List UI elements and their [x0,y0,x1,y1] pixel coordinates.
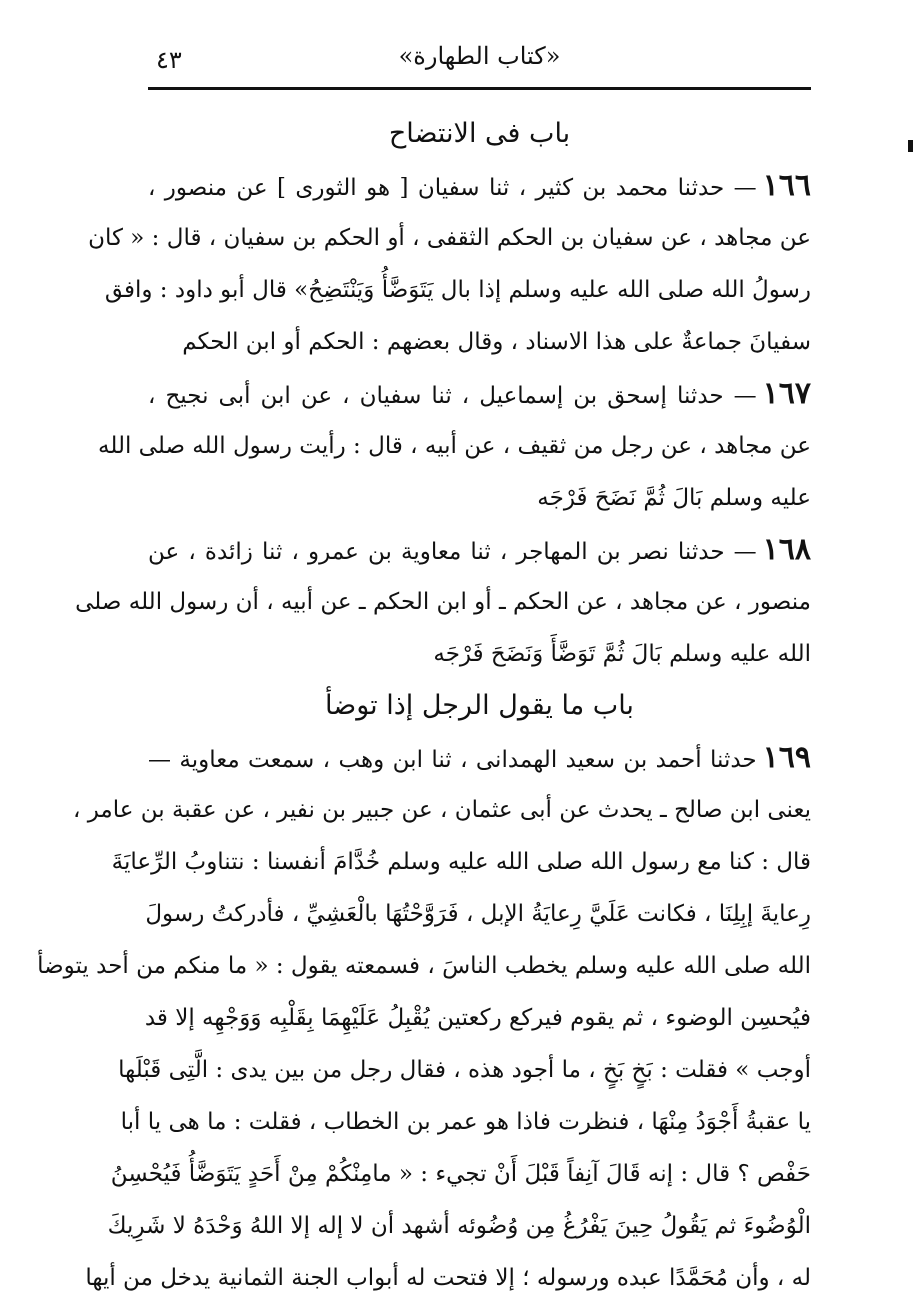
line-text: الله عليه وسلم بَالَ ثُمَّ تَوَضَّأَ وَنَضَحَ فَرْجَه [433,641,811,667]
line-text: يا عقبةُ أَجْوَدُ مِنْهَا ، فنظرت فاذا هو عمر بن الخطاب ، فقلت : ما هى يا أبا [120,1109,811,1135]
line-text: رِعايةَ إبِلِنَا ، فكانت عَلَيَّ رِعايَةُ الإبل ، فَرَوَّحْتُهَا بالْعَشِيِّ ، فأدركتُ رسولَ [145,901,811,927]
text-line [144,992,811,1044]
text-line [75,576,811,628]
line-text: — حدثنا محمد بن كثير ، ثنا سفيان [ هو الثورى ] عن منصور ، [148,175,757,201]
text-line [145,888,811,940]
text-line [148,472,811,524]
page-header [148,38,811,84]
hadith-number: ١٦٨ [762,532,811,567]
heading-text: باب ما يقول الرجل إذا توضأ [325,690,634,721]
line-text: أوجب » فقلت : بَخٍ بَخٍ ، ما أجود هذه ، فقال رجل من بين يدى : الَّتِى قَبْلَها [118,1057,811,1083]
text-line [148,368,811,420]
text-line [98,420,811,472]
text-line [85,1252,811,1304]
hadith-number: ١٦٩ [762,740,811,775]
text-line [148,732,811,784]
text-line [118,1044,811,1096]
text-line [88,212,811,264]
line-text: سفيانَ جماعةٌ على هذا الاسناد ، وقال بعضهم : الحكم أو ابن الحكم [182,329,811,355]
line-text: عن مجاهد ، عن سفيان بن الحكم الثقفى ، أو الحكم بن سفيان ، قال : « كان [88,225,811,251]
text-line [110,1148,811,1200]
running-title: «كتاب الطهارة» [398,42,561,70]
section-heading [148,108,811,160]
line-text: — حدثنا نصر بن المهاجر ، ثنا معاوية بن عمرو ، ثنا زائدة ، عن [148,539,757,565]
line-text: له ، وأن مُحَمَّدًا عبده ورسوله ؛ إلا فتحت له أبواب الجنة الثمانية يدخل من أيها [85,1265,811,1291]
text-line [104,264,811,316]
header-rule [148,87,811,90]
edge-mark [908,140,913,152]
line-text: منصور ، عن مجاهد ، عن الحكم ـ أو ابن الحكم ـ عن أبيه ، أن رسول الله صلى [75,589,811,615]
text-line [148,524,811,576]
line-text: يعنى ابن صالح ـ يحدث عن أبى عثمان ، عن جبير بن نفير ، عن عقبة بن عامر ، [72,797,811,823]
body-text [37,108,811,1304]
text-line [111,836,811,888]
text-line [107,1200,811,1252]
text-line [120,1096,811,1148]
line-text: الله صلى الله عليه وسلم يخطب الناسَ ، فسمعته يقول : « ما منكم من أحد يتوضأ [37,953,811,979]
line-text: عن مجاهد ، عن رجل من ثقيف ، عن أبيه ، قال : رأيت رسول الله صلى الله [98,433,811,459]
text-line [148,160,811,212]
text-line [37,940,811,992]
line-text: حَفْص ؟ قال : إنه قَالَ آنِفاً قَبْلَ أَنْ تجيء : « مامِنْكُمْ مِنْ أَحَدٍ يَتَوَضَّأُ فَيُحْسِنُ [110,1161,811,1187]
line-text: رسولُ الله صلى الله عليه وسلم إذا بال يَتَوَضَّأُ وَيَنْتَضِحُ» قال أبو داود : وافق [104,277,811,303]
line-text: الْوُضُوءَ ثم يَقُولُ حِينَ يَفْرُغُ مِن وُضُوئه أشهد أن لا إله إلا اللهُ وَحْدَهُ لا شَرِيكَ [107,1213,811,1239]
section-heading [148,680,811,732]
text-line [148,628,811,680]
hadith-number: ١٦٧ [762,376,811,411]
text-line [72,784,811,836]
hadith-number: ١٦٦ [762,168,811,203]
line-text: — حدثنا إسحق بن إسماعيل ، ثنا سفيان ، عن ابن أبى نجيح ، [148,383,757,409]
line-text: عليه وسلم بَالَ ثُمَّ نَضَحَ فَرْجَه [537,485,811,511]
line-text: حدثنا أحمد بن سعيد الهمدانى ، ثنا ابن وهب ، سمعت معاوية — [148,747,757,773]
heading-text: باب فى الانتضاح [388,118,571,149]
line-text: قال : كنا مع رسول الله صلى الله عليه وسلم خُدَّامَ أنفسنا : نتناوبُ الرِّعايَةَ [111,849,811,875]
page-number: ٤٣ [156,46,182,74]
line-text: فيُحسِن الوضوء ، ثم يقوم فيركع ركعتين يُقْبِلُ عَلَيْهِمَا بِقَلْبِه وَوَجْهِه إلا قد [144,1005,811,1031]
text-line [148,316,811,368]
